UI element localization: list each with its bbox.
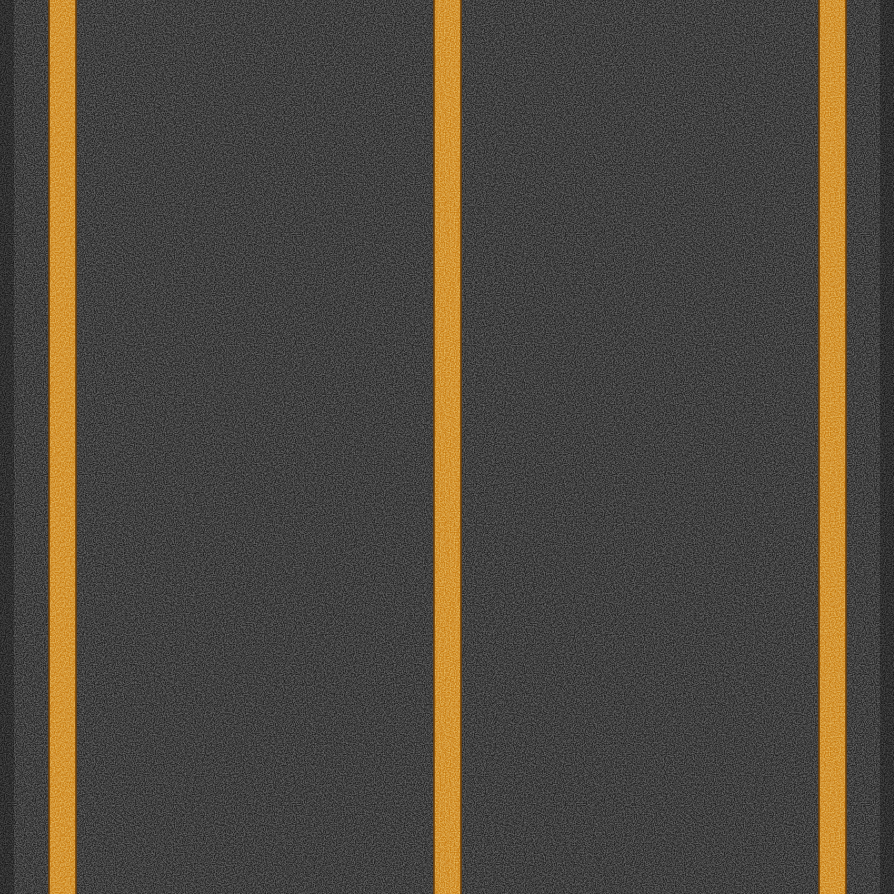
lane-stripe-center — [433, 0, 462, 894]
lane-stripe-left — [48, 0, 77, 894]
lane-stripe-right — [818, 0, 847, 894]
edge-shade-right — [880, 0, 894, 894]
edge-shade-left — [0, 0, 14, 894]
